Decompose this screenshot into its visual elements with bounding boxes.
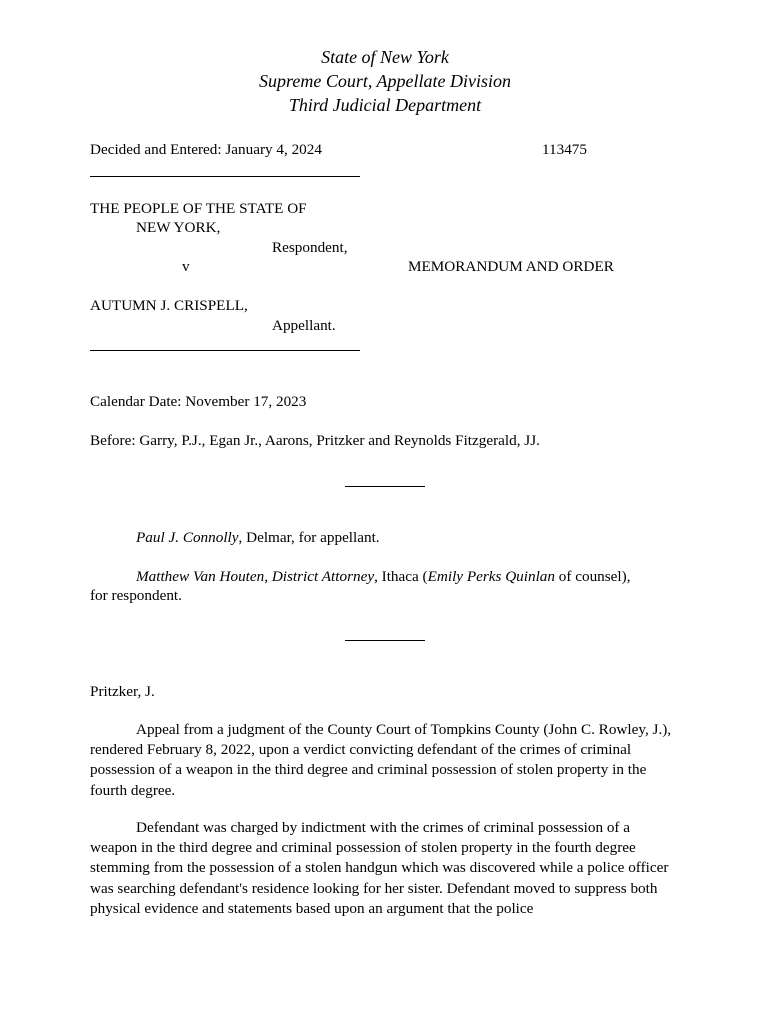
appellant-party: AUTUMN J. CRISPELL, <box>90 297 248 314</box>
appellant-counsel-detail: , Delmar, for appellant. <box>238 529 380 546</box>
before-panel: Before: Garry, P.J., Egan Jr., Aarons, Pritzker and Reynolds Fitzgerald, JJ. <box>90 432 540 449</box>
court-name: Supreme Court, Appellate Division <box>259 71 511 91</box>
separator-rule-1 <box>345 486 425 487</box>
case-number: 113475 <box>542 141 587 158</box>
respondent-counsel-city: , Ithaca ( <box>374 568 428 585</box>
respondent-counsel-of-counsel: Emily Perks Quinlan <box>427 568 555 585</box>
document-type: MEMORANDUM AND ORDER <box>408 258 614 275</box>
court-heading <box>0 45 770 117</box>
respondent-counsel-line2: for respondent. <box>90 587 182 604</box>
respondent-party-line1: THE PEOPLE OF THE STATE OF <box>90 200 307 217</box>
versus: v <box>182 258 190 275</box>
court-department: Third Judicial Department <box>288 95 482 115</box>
appellant-role: Appellant. <box>272 317 336 334</box>
appellant-counsel <box>136 528 380 548</box>
appellant-counsel-name: Paul J. Connolly <box>136 529 239 546</box>
respondent-role: Respondent, <box>272 239 348 256</box>
caption-rule-bottom <box>90 350 360 351</box>
respondent-counsel-name: Matthew Van Houten <box>136 568 265 585</box>
respondent-counsel-sep: , <box>264 568 272 585</box>
opinion-paragraph-2: Defendant was charged by indictment with the crimes of criminal possession of a weapon in the third degree and criminal possession of stolen property in the fourth degree stemming from the possession of a stolen handgun which was discovered while a police officer was searching defendant's residence looking for her sister. Defendant moved to suppress both physical evidence and statements based upon an argument that the police <box>90 819 669 917</box>
court-state: State of New York <box>321 47 449 67</box>
respondent-counsel-detail: of counsel), <box>555 568 631 585</box>
caption-rule-top <box>90 176 360 177</box>
decided-entered: Decided and Entered: January 4, 2024 <box>90 141 322 158</box>
respondent-counsel-title: District Attorney <box>271 568 375 585</box>
opinion-paragraph-1: Appeal from a judgment of the County Court of Tompkins County (John C. Rowley, J.), rendered February 8, 2022, upon a verdict convicting defendant of the crimes of criminal possession of a weapon in the third degree and criminal possession of stolen property in the fourth degree. <box>90 721 672 799</box>
respondent-party-line2: NEW YORK, <box>136 219 221 236</box>
separator-rule-2 <box>345 640 425 641</box>
respondent-counsel <box>136 567 631 587</box>
opinion-author: Pritzker, J. <box>90 683 155 700</box>
calendar-date: Calendar Date: November 17, 2023 <box>90 393 307 410</box>
